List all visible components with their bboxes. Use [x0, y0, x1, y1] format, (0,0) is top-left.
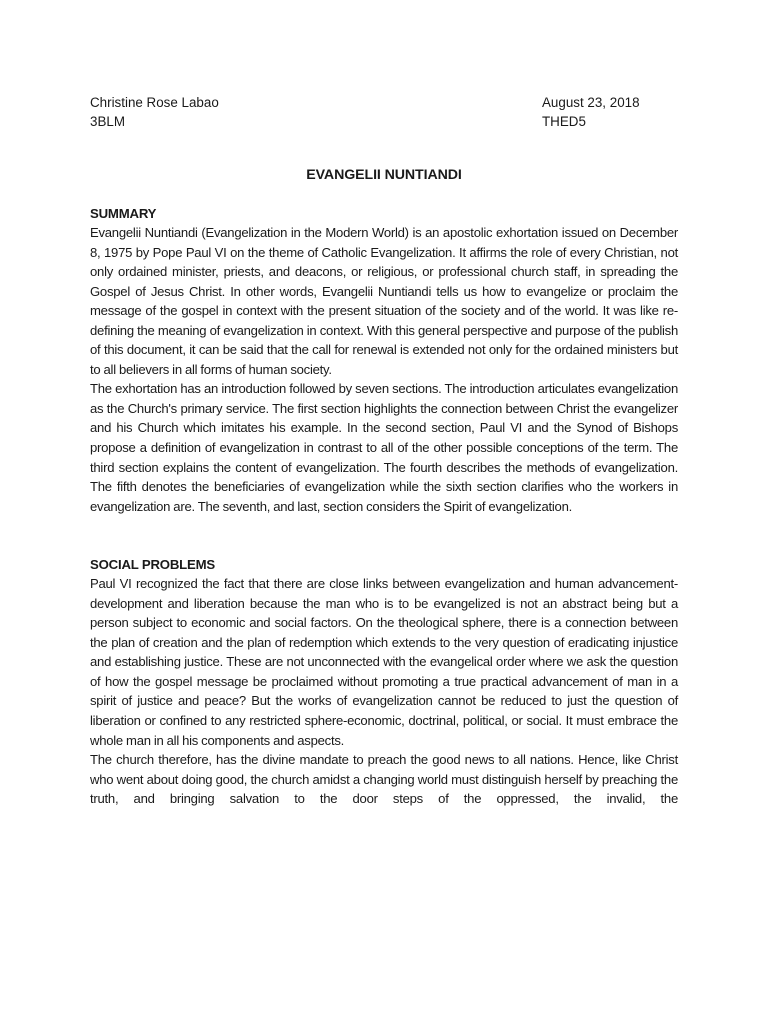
summary-paragraph-1: Evangelii Nuntiandi (Evangelization in the Modern World) is an apostolic exhortation issued on December 8, 1975 by Pope Paul VI on the theme of Catholic Evangelization. It affirms the role of every Christian, not only ordained minister, priests, and deacons, or religious, or professional church staff, in spreading the Gospel of Jesus Christ. In other words, Evangelii Nuntiandi tells us how to evangelize or proclaim the message of the gospel in context with the present situation of the society and of the world. It was like re-defining the meaning of evangelization in context. With this general perspective and purpose of the publish of this document, it can be said that the call for renewal is extended not only for the ordained ministers but to all believers in all forms of human society. [90, 225, 678, 377]
section-heading-summary: SUMMARY [90, 206, 157, 221]
header-row-2 [90, 112, 678, 131]
social-problems-paragraph-2: The church therefore, has the divine mandate to preach the good news to all nations. Hence, like Christ who went about doing good, the church amidst a changing world must distinguish herself by preaching the truth, and bringing salvation to the door steps of the oppressed, the invalid, the [90, 752, 678, 807]
author-name: Christine Rose Labao [90, 95, 219, 110]
header-row-1 [90, 93, 678, 112]
course-code: THED5 [542, 114, 586, 129]
document-title: EVANGELII NUNTIANDI [306, 167, 462, 183]
document-page [90, 93, 678, 809]
social-problems-paragraph-1: Paul VI recognized the fact that there are close links between evangelization and human advancement-development and liberation because the man who is to be evangelized is not an abstract being but a person subject to economic and social factors. On the theological sphere, there is a connection between the plan of creation and the plan of redemption which extends to the very question of eradicating injustice and establishing justice. These are not unconnected with the evangelical order where we ask the question of how the gospel message be proclaimed without promoting a true practical advancement of man in a spirit of justice and peace? But the works of evangelization cannot be reduced to just the question of liberation or confined to any restricted sphere-economic, doctrinal, political, or social. It must embrace the whole man in all his components and aspects. [90, 576, 678, 748]
section-heading-social-problems: SOCIAL PROBLEMS [90, 557, 215, 573]
class-section: 3BLM [90, 114, 125, 129]
document-date: August 23, 2018 [542, 95, 640, 110]
summary-paragraph-2: The exhortation has an introduction followed by seven sections. The introduction articulates evangelization as the Church's primary service. The first section highlights the connection between Christ the evangelizer and his Church which imitates his example. In the second section, Paul VI and the Synod of Bishops propose a definition of evangelization in contrast to all of the other possible conceptions of the term. The third section explains the content of evangelization. The fourth describes the methods of evangelization. The fifth denotes the beneficiaries of evangelization while the sixth section clarifies who the workers in evangelization are. The seventh, and last, section considers the Spirit of evangelization. [90, 381, 678, 514]
